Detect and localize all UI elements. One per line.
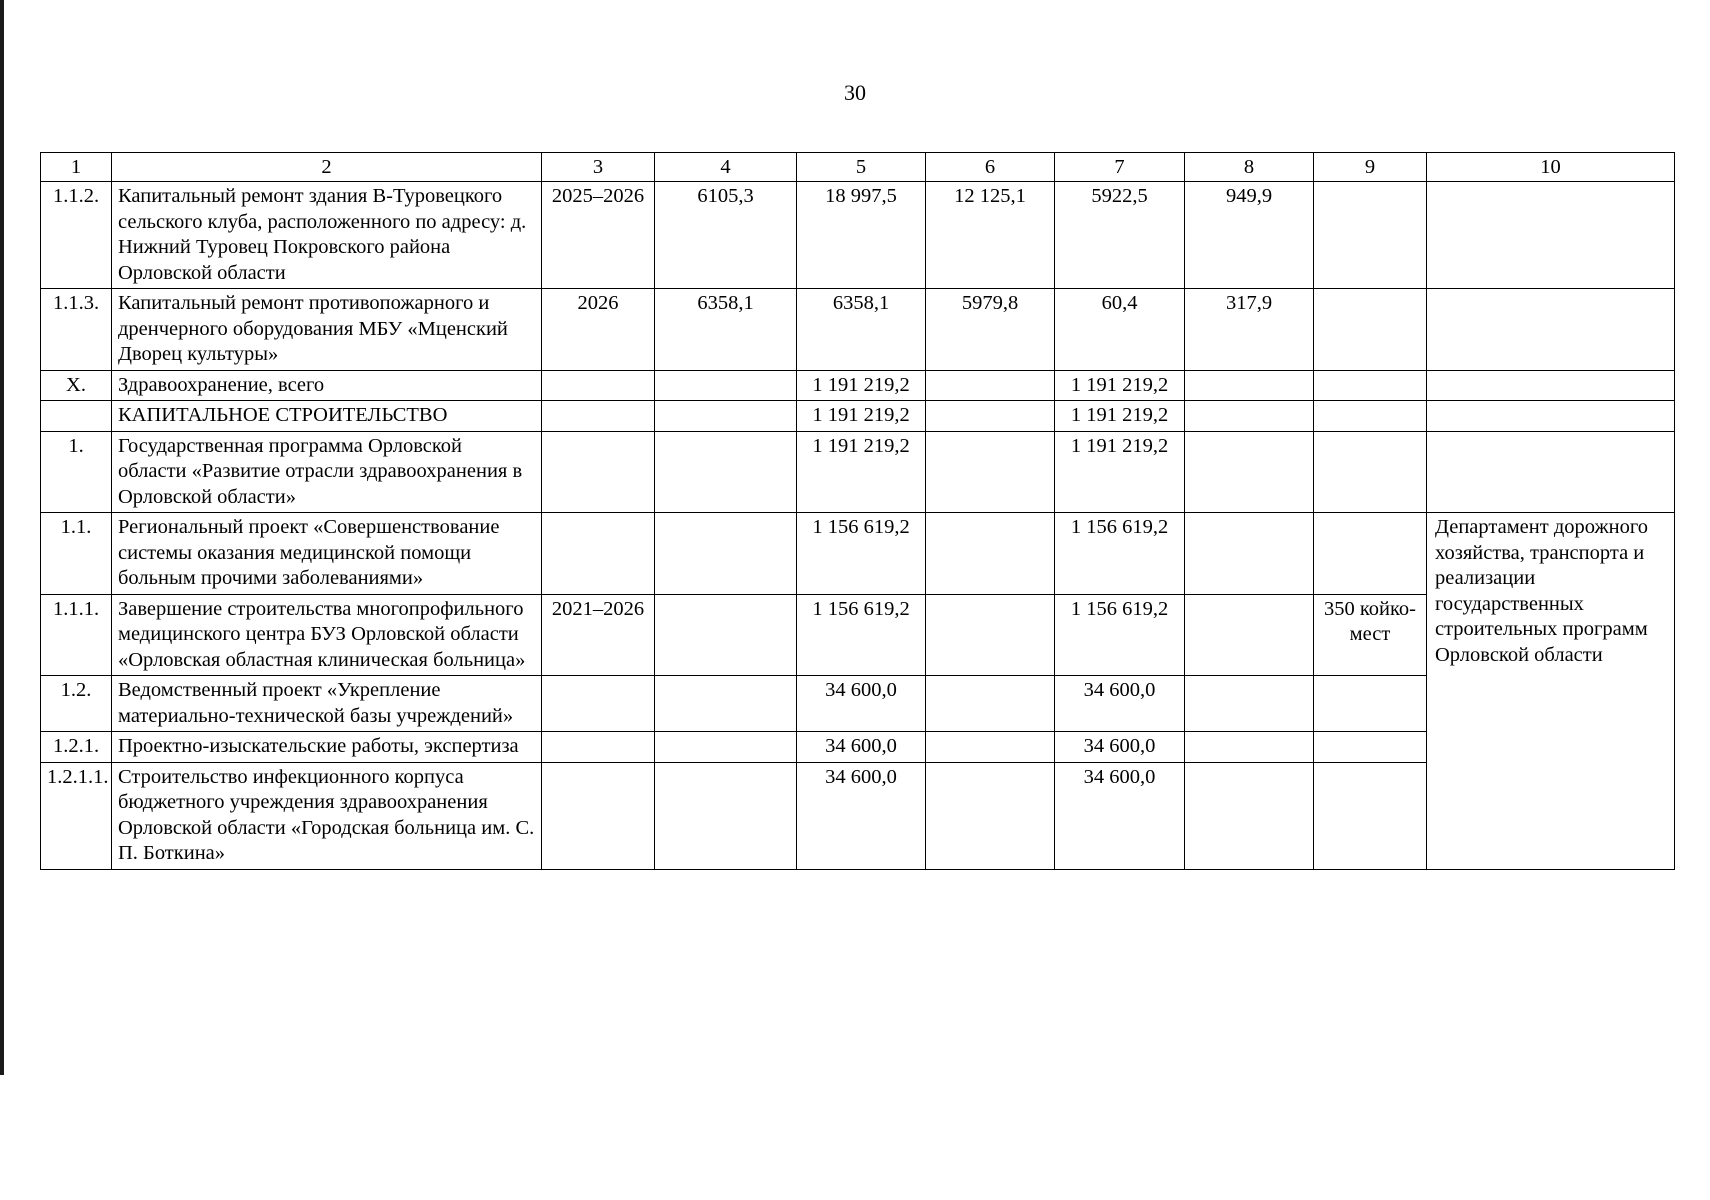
table-row <box>41 182 1675 289</box>
col9-value <box>1314 401 1427 432</box>
row-number: 1.2.1.1. <box>41 762 112 869</box>
item-name: Строительство инфекционного корпуса бюджетного учреждения здравоохранения Орловской области «Городская больница им. С. П. Боткина» <box>112 762 542 869</box>
period-cell <box>542 676 655 732</box>
col7-value: 34 600,0 <box>1055 732 1185 763</box>
header-cell: 9 <box>1314 153 1427 182</box>
col9-value <box>1314 289 1427 371</box>
item-name: Завершение строительства многопрофильного медицинского центра БУЗ Орловской области «Орловская областная клиническая больница» <box>112 594 542 676</box>
col8-value <box>1185 732 1314 763</box>
col4-value <box>655 762 797 869</box>
col6-value <box>926 762 1055 869</box>
col10-value <box>1427 182 1675 289</box>
header-cell: 7 <box>1055 153 1185 182</box>
col10-value <box>1427 370 1675 401</box>
col6-value <box>926 431 1055 513</box>
row-number: X. <box>41 370 112 401</box>
col5-value: 6358,1 <box>797 289 926 371</box>
col5-value: 1 156 619,2 <box>797 513 926 595</box>
col10-value <box>1427 401 1675 432</box>
item-name: Капитальный ремонт противопожарного и дренчерного оборудования МБУ «Мценский Дворец культуры» <box>112 289 542 371</box>
col8-value: 317,9 <box>1185 289 1314 371</box>
table-row <box>41 431 1675 513</box>
row-number: 1.1. <box>41 513 112 595</box>
item-name: Ведомственный проект «Укрепление материально-технической базы учреждений» <box>112 676 542 732</box>
page-left-edge <box>0 0 4 1075</box>
col5-value: 34 600,0 <box>797 762 926 869</box>
row-number <box>41 401 112 432</box>
header-cell: 8 <box>1185 153 1314 182</box>
row-number: 1.1.3. <box>41 289 112 371</box>
col8-value <box>1185 676 1314 732</box>
item-name: Капитальный ремонт здания В-Туровецкого сельского клуба, расположенного по адресу: д. Нижний Туровец Покровского района Орловской области <box>112 182 542 289</box>
col9-value <box>1314 732 1427 763</box>
responsible-department: Департамент дорожного хозяйства, транспорта и реализации государственных строительных программ Орловской области <box>1427 513 1675 870</box>
col5-value: 1 191 219,2 <box>797 431 926 513</box>
table-row <box>41 513 1675 595</box>
col4-value: 6105,3 <box>655 182 797 289</box>
col9-value <box>1314 513 1427 595</box>
col5-value: 1 156 619,2 <box>797 594 926 676</box>
col7-value: 1 156 619,2 <box>1055 594 1185 676</box>
period-cell: 2021–2026 <box>542 594 655 676</box>
period-cell: 2025–2026 <box>542 182 655 289</box>
col8-value <box>1185 370 1314 401</box>
item-name: Здравоохранение, всего <box>112 370 542 401</box>
budget-table <box>40 152 1675 870</box>
col7-value: 1 156 619,2 <box>1055 513 1185 595</box>
header-row <box>41 153 1675 182</box>
col4-value <box>655 370 797 401</box>
col7-value: 60,4 <box>1055 289 1185 371</box>
col6-value: 5979,8 <box>926 289 1055 371</box>
col5-value: 18 997,5 <box>797 182 926 289</box>
row-number: 1.1.1. <box>41 594 112 676</box>
period-cell: 2026 <box>542 289 655 371</box>
col6-value <box>926 513 1055 595</box>
period-cell <box>542 513 655 595</box>
col4-value <box>655 594 797 676</box>
header-cell: 6 <box>926 153 1055 182</box>
col4-value <box>655 431 797 513</box>
period-cell <box>542 370 655 401</box>
period-cell <box>542 762 655 869</box>
col10-value <box>1427 431 1675 513</box>
col7-value: 1 191 219,2 <box>1055 401 1185 432</box>
item-name: Проектно-изыскательские работы, экспертиза <box>112 732 542 763</box>
page-number: 30 <box>844 80 866 105</box>
col6-value <box>926 401 1055 432</box>
col6-value <box>926 370 1055 401</box>
col5-value: 1 191 219,2 <box>797 401 926 432</box>
header-cell: 10 <box>1427 153 1675 182</box>
col8-value <box>1185 513 1314 595</box>
header-cell: 1 <box>41 153 112 182</box>
col6-value <box>926 732 1055 763</box>
col5-value: 34 600,0 <box>797 732 926 763</box>
col8-value: 949,9 <box>1185 182 1314 289</box>
col7-value: 34 600,0 <box>1055 676 1185 732</box>
col9-value <box>1314 370 1427 401</box>
col8-value <box>1185 594 1314 676</box>
header-cell: 2 <box>112 153 542 182</box>
col10-value <box>1427 289 1675 371</box>
col9-value <box>1314 431 1427 513</box>
period-cell <box>542 732 655 763</box>
col6-value <box>926 676 1055 732</box>
header-cell: 3 <box>542 153 655 182</box>
col7-value: 5922,5 <box>1055 182 1185 289</box>
table-row <box>41 401 1675 432</box>
header-cell: 5 <box>797 153 926 182</box>
col5-value: 34 600,0 <box>797 676 926 732</box>
col4-value <box>655 401 797 432</box>
table-row <box>41 289 1675 371</box>
row-number: 1.1.2. <box>41 182 112 289</box>
col4-value: 6358,1 <box>655 289 797 371</box>
col7-value: 1 191 219,2 <box>1055 370 1185 401</box>
col4-value <box>655 676 797 732</box>
item-name: КАПИТАЛЬНОЕ СТРОИТЕЛЬСТВО <box>112 401 542 432</box>
header-cell: 4 <box>655 153 797 182</box>
col9-value <box>1314 182 1427 289</box>
col6-value: 12 125,1 <box>926 182 1055 289</box>
col7-value: 34 600,0 <box>1055 762 1185 869</box>
col4-value <box>655 732 797 763</box>
col8-value <box>1185 762 1314 869</box>
col8-value <box>1185 401 1314 432</box>
row-number: 1.2.1. <box>41 732 112 763</box>
period-cell <box>542 401 655 432</box>
row-number: 1.2. <box>41 676 112 732</box>
col9-value <box>1314 762 1427 869</box>
col6-value <box>926 594 1055 676</box>
table-row <box>41 370 1675 401</box>
period-cell <box>542 431 655 513</box>
col9-value <box>1314 676 1427 732</box>
col5-value: 1 191 219,2 <box>797 370 926 401</box>
row-number: 1. <box>41 431 112 513</box>
col4-value <box>655 513 797 595</box>
item-name: Государственная программа Орловской области «Развитие отрасли здравоохранения в Орловской области» <box>112 431 542 513</box>
col9-value: 350 койко-мест <box>1314 594 1427 676</box>
col8-value <box>1185 431 1314 513</box>
col7-value: 1 191 219,2 <box>1055 431 1185 513</box>
item-name: Региональный проект «Совершенствование системы оказания медицинской помощи больным прочими заболеваниями» <box>112 513 542 595</box>
